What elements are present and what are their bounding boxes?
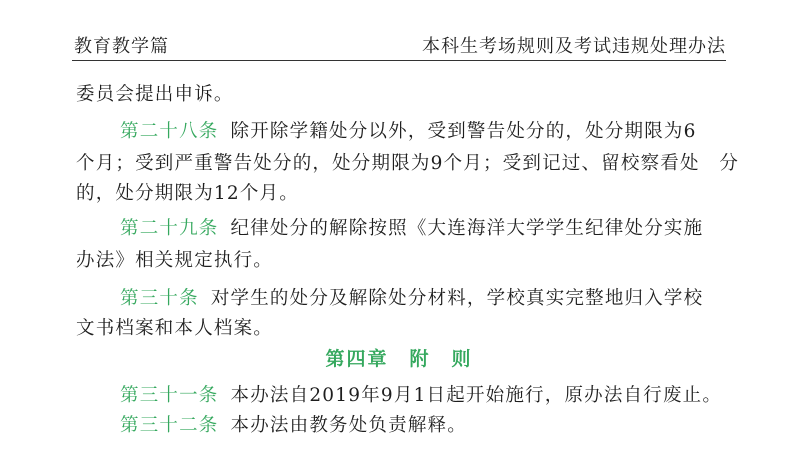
document-title: 本科生考场规则及考试违规处理办法 [422,36,726,57]
line-text: 本办法由教务处负责解释。 [230,415,467,436]
article-number: 第三十条 [120,288,199,309]
article-number: 第二十九条 [120,218,219,239]
line-text: 文书档案和本人档案。 [76,318,274,339]
line-text: 纪律处分的解除按照《大连海洋大学学生纪律处分实施 [230,218,704,239]
line-text: 委员会提出申诉。 [76,84,234,105]
article-31 [120,381,722,407]
line-text: 本办法自2019年9月1日起开始施行，原办法自行废止。 [230,385,723,406]
line-text: 个月；受到严重警告处分的，处分期限为9个月；受到记过、留校察看处 分 [76,153,740,174]
text-line [76,149,739,175]
line-text: 除开除学籍处分以外，受到警告处分的，处分期限为6 [230,121,697,142]
text-line [76,179,299,205]
text-line [76,314,273,340]
article-28 [120,117,697,143]
line-text: 对学生的处分及解除处分材料，学校真实完整地归入学校 [210,288,704,309]
section-title: 教育教学篇 [74,36,169,57]
chapter-heading: 第四章 附 则 [325,348,473,370]
line-text: 的，处分期限为12个月。 [76,183,299,204]
page-header [72,30,726,61]
article-30 [120,284,703,310]
article-number: 第二十八条 [120,121,219,142]
article-number: 第三十二条 [120,415,219,436]
article-32 [120,411,467,437]
text-line [76,246,273,272]
line-text: 办法》相关规定执行。 [76,250,274,271]
article-29 [120,214,703,240]
text-line [76,80,234,106]
article-number: 第三十一条 [120,385,219,406]
